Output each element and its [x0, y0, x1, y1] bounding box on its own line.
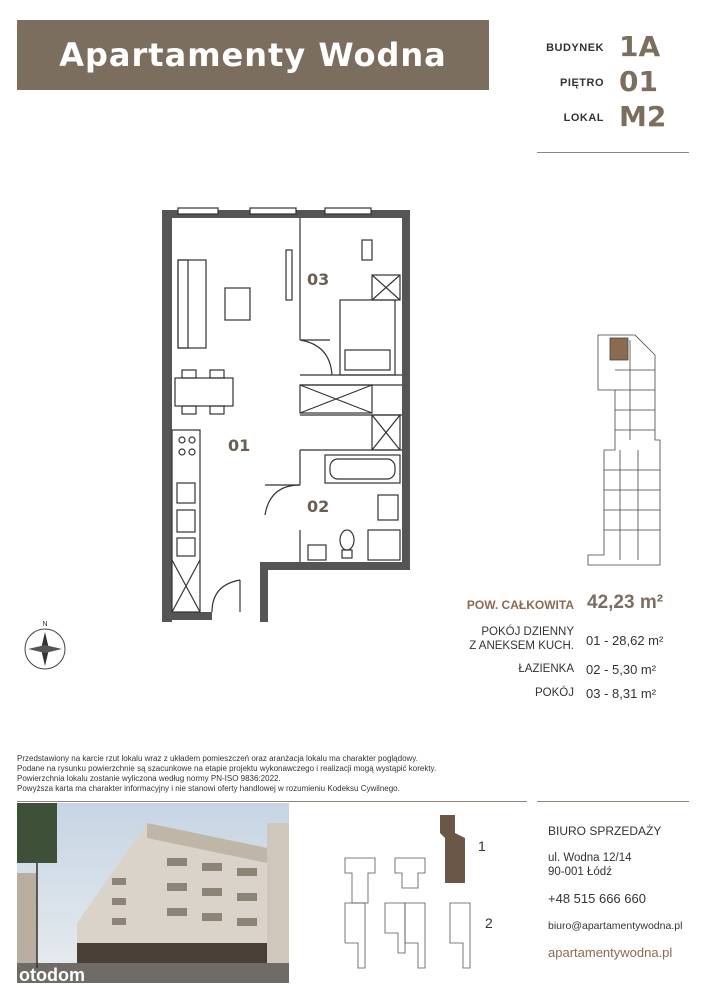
brand-banner: [17, 20, 489, 90]
total-area-value: 42,23 m²: [587, 592, 664, 613]
room-01-area: 01 - 28,62 m²: [586, 633, 664, 648]
meta-floor-value: 01: [619, 65, 658, 98]
disclaimer-line: Powierzchnia lokalu zostanie wyliczona według normy PN-ISO 9836:2022.: [17, 774, 281, 783]
room-01-label-line2: Z ANEKSEM KUCH.: [469, 640, 574, 652]
sales-address-line2: 90-001 Łódź: [548, 866, 612, 878]
site-plan-label-2: 2: [485, 915, 493, 931]
building-key-plan: [580, 330, 670, 570]
watermark: otodom: [19, 965, 85, 983]
building-rendering-image: [17, 803, 289, 983]
footer-divider: [17, 801, 527, 802]
wall-bottom: [260, 562, 410, 570]
room-02-number: 02: [307, 497, 330, 516]
disclaimer: [17, 754, 487, 794]
window-2: [250, 208, 296, 214]
window-1: [178, 208, 218, 214]
disclaimer-line: Powyższa karta ma charakter informacyjny i nie stanowi oferty handlowej w rozumieniu Kodeksu Cywilnego.: [17, 784, 400, 793]
sales-phone[interactable]: +48 515 666 660: [548, 891, 646, 906]
meta-building-label: BUDYNEK: [546, 42, 604, 54]
room-02-area: 02 - 5,30 m²: [586, 662, 657, 677]
sales-address-line1: ul. Wodna 12/14: [548, 852, 632, 864]
meta-floor-label: PIĘTRO: [560, 77, 604, 89]
meta-floor: [520, 65, 690, 101]
window-3: [325, 208, 371, 214]
meta-building: [520, 30, 690, 66]
room-01-label-line1: POKÓJ DZIENNY: [481, 626, 574, 638]
meta-unit-label: LOKAL: [563, 112, 604, 124]
room-01-number: 01: [228, 436, 251, 455]
sales-email-link[interactable]: biuro@apartamentywodna.pl: [548, 920, 683, 932]
site-plan: [300, 803, 525, 983]
wall-bottom-left: [172, 612, 212, 620]
meta-unit: [520, 100, 690, 136]
brand-name: Apartamenty Wodna: [59, 36, 447, 74]
total-area-label: POW. CAŁKOWITA: [466, 598, 574, 612]
unit-highlight: [610, 338, 628, 360]
wall-right: [402, 210, 410, 570]
disclaimer-line: Przedstawiony na karcie rzut lokalu wraz z układem pomieszczeń oraz aranżacja lokalu ma charakter poglądowy.: [17, 754, 418, 763]
floor-plan: [150, 200, 420, 640]
wall-entry: [260, 562, 268, 622]
meta-divider: [537, 152, 689, 153]
room-02-label: ŁAZIENKA: [518, 663, 574, 675]
website-link[interactable]: apartamentywodna.pl: [548, 945, 673, 960]
compass-label: N: [42, 621, 48, 628]
wall-left: [162, 210, 172, 622]
sales-title: BIURO SPRZEDAŻY: [548, 824, 662, 838]
disclaimer-line: Podane na rysunku powierzchnie są szacunkowe na etapie projektu wykonawczego i realizacji mogą wystąpić korekty.: [17, 764, 437, 773]
meta-unit-value: M2: [619, 100, 667, 133]
room-03-area: 03 - 8,31 m²: [586, 686, 657, 701]
site-plan-label-1: 1: [478, 838, 486, 854]
compass-icon: [20, 618, 70, 674]
room-03-label: POKÓJ: [535, 687, 574, 699]
sales-divider: [537, 801, 689, 802]
meta-building-value: 1A: [619, 30, 661, 63]
room-03-number: 03: [307, 270, 330, 289]
